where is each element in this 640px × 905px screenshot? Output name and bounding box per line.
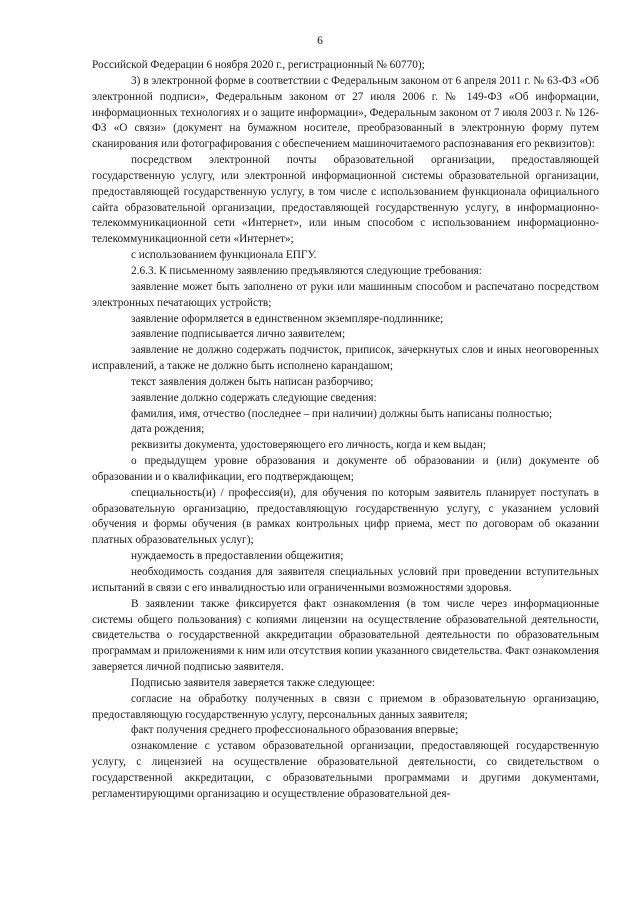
paragraph: факт получения среднего профессионального образования впервые; — [131, 724, 459, 737]
document-body — [92, 58, 599, 803]
paragraph: с использованием функционала ЕПГУ. — [131, 249, 317, 262]
paragraph: посредством электронной почты образовательной организации, предоставляющей государственную услугу, или электронной информационной системы образовательной организации, предоставляющей государственную услугу, в том числе с использованием функционала официального сайта образовательной организации, предоставляющей государственную услугу, в информационно-телекоммуникационной сети «Интернет», или иным способом с использованием информационно-телекоммуникационной сети «Интернет»; — [92, 154, 599, 246]
paragraph: Подписью заявителя заверяется также следующее: — [131, 676, 376, 689]
paragraph: Российской Федерации 6 ноября 2020 г., регистрационный № 60770); — [92, 59, 425, 71]
paragraph: о предыдущем уровне образования и документе об образовании и (или) документе об образовании и о квалификации, его подтверждающем; — [92, 455, 599, 483]
paragraph: заявление не должно содержать подчисток, приписок, зачеркнутых слов и иных неоговоренных исправлений, а также не должно быть исполнено карандашом; — [92, 344, 599, 373]
paragraph: В заявлении также фиксируется факт ознакомления (в том числе через информационные системы общего пользования) с копиями лицензии на осуществление образовательной деятельности, свидетельства о государственной аккредитации образовательной деятельности по образовательным программам и приложениями к ним или отсутствия копии указанного свидетельства. Факт ознакомления заверяется личной подписью заявителя. — [92, 597, 599, 674]
paragraph: заявление оформляется в единственном экземпляре-подлиннике; — [131, 312, 444, 325]
paragraph: ознакомление с уставом образовательной организации, предоставляющей государственную услугу, с лицензией на осуществление образовательной деятельности, со свидетельством о государственной аккредитации, с образовательными программами и другими документами, регламентирующими организацию и осуществление образовательной дея- — [92, 740, 599, 800]
paragraph: заявление может быть заполнено от руки или машинным способом и распечатано посредством электронных печатающих устройств; — [92, 280, 599, 309]
paragraph: необходимость создания для заявителя специальных условий при проведении вступительных испытаний в связи с его инвалидностью или ограниченными возможностями здоровья. — [92, 566, 599, 594]
paragraph: заявление подписывается лично заявителем; — [131, 328, 346, 341]
paragraph: текст заявления должен быть написан разборчиво; — [131, 375, 374, 388]
page-number: 6 — [317, 35, 323, 47]
paragraph: специальность(и) / профессия(и), для обучения по которым заявитель планирует поступать в образовательную организацию, предоставляющую государственную услугу, с указанием условий обучения и формы обучения (в рамках контрольных цифр приема, мест по договорам об оказании платных образовательных услуг); — [92, 486, 599, 547]
paragraph: 2.6.3. К письменному заявлению предъявляются следующие требования: — [131, 264, 482, 277]
paragraph: согласие на обработку полученных в связи с приемом в образовательную организацию, предоставляющую государственную услугу, персональных данных заявителя; — [92, 692, 599, 721]
paragraph: заявление должно содержать следующие сведения: — [131, 391, 377, 404]
paragraph: дата рождения; — [131, 423, 205, 436]
paragraph: нуждаемость в предоставлении общежития; — [131, 550, 344, 563]
paragraph: фамилия, имя, отчество (последнее – при наличии) должны быть написаны полностью; — [131, 407, 553, 420]
paragraph: 3) в электронной форме в соответствии с Федеральным законом от 6 апреля 2011 г. № 63-ФЗ «Об электронной подписи», Федеральным законом от 27 июля 2006 г. № 149-ФЗ «Об информации, информационных технологиях и о защите информации», Федеральным законом от 7 июля 2003 г. № 126-ФЗ «О связи» (документ на бумажном носителе, преобразованный в электронную форму путем сканирования или фотографирования с обеспечением машиночитаемого распознавания его реквизитов): — [92, 74, 599, 151]
paragraph: реквизиты документа, удостоверяющего его личность, когда и кем выдан; — [131, 439, 487, 452]
